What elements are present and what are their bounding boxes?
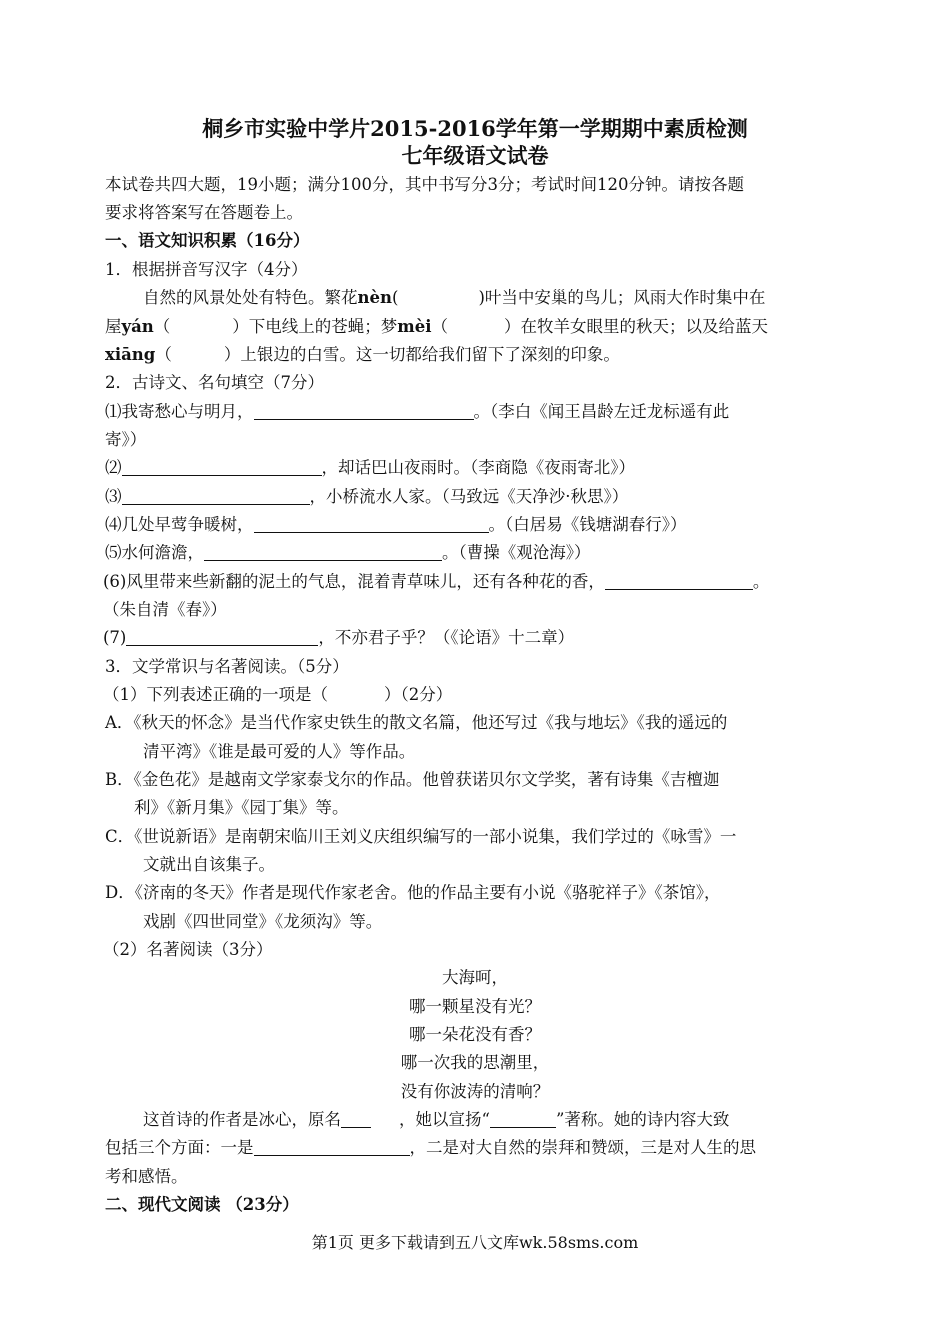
fill-blank (254, 514, 489, 533)
page-footer: 第1页 更多下载请到五八文库wk.58sms.com (311, 1233, 639, 1252)
q2-item-3: ⑶ ，小桥流水人家。（马致远《天净沙·秋思》） (105, 487, 629, 506)
fill-blank (341, 1109, 371, 1128)
q1-line-1: 自然的风景处处有特色。繁花nèn( )叶当中安巢的鸟儿；风雨大作时集中在 (143, 288, 766, 307)
pinyin-mei: mèi (397, 317, 432, 336)
q3-heading: 3．文学常识与名著阅读。（5分） (105, 657, 349, 676)
q2-heading: 2．古诗文、名句填空（7分） (105, 373, 324, 392)
poem-line-3: 哪一朵花没有香？ (409, 1025, 541, 1044)
fill-blank (490, 1109, 556, 1128)
poem-line-5: 没有你波涛的清响？ (400, 1082, 550, 1101)
q2-item-1-cont: 寄》） (105, 430, 147, 449)
fill-blank (126, 627, 318, 646)
option-d-line-1: D．《济南的冬天》作者是现代作家老舍。他的作品主要有小说《骆驼祥子》《茶馆》， (105, 883, 721, 902)
q2-item-6: (6)风里带来些新翻的泥土的气息，混着青草味儿，还有各种花的香， 。 (103, 572, 770, 591)
q1-line-2: 屋yán（ ）下电线上的苍蝇；梦mèi（ ）在牧羊女眼里的秋天；以及给蓝天 (105, 317, 769, 336)
section-1-heading: 一、语文知识积累（16分） (105, 231, 310, 250)
fill-blank (204, 542, 442, 561)
q3-sub-1: （1）下列表述正确的一项是（ ）（2分） (103, 685, 453, 704)
option-b-line-1: B．《金色花》是越南文学家泰戈尔的作品。他曾获诺贝尔文学奖，著有诗集《吉檀迦 (105, 770, 720, 789)
intro-line-1: 本试卷共四大题，19小题；满分100分，其中书写分3分；考试时间120分钟。请按各题 (105, 175, 744, 194)
q2-item-6-cont: （朱自清《春》） (103, 600, 227, 619)
option-b-line-2: 利》《新月集》《园丁集》等。 (134, 798, 349, 817)
fill-blank (254, 401, 474, 420)
q2-item-1: ⑴我寄愁心与明月， 。（李白《闻王昌龄左迁龙标遥有此 (105, 402, 730, 421)
option-c-line-2: 文就出自该集子。 (143, 855, 275, 874)
q1-heading: 1．根据拼音写汉字（4分） (105, 260, 308, 279)
option-a-line-1: A．《秋天的怀念》是当代作家史铁生的散文名篇，他还写过《我与地坛》《我的遥远的 (105, 713, 728, 732)
section-2-heading: 二、现代文阅读 （23分） (105, 1195, 299, 1214)
option-a-line-2: 清平湾》《谁是最可爱的人》等作品。 (143, 742, 416, 761)
option-d-line-2: 戏剧《四世同堂》《龙须沟》等。 (143, 912, 383, 931)
pinyin-yan: yán (121, 317, 154, 336)
poem-question-line-2: 包括三个方面：一是 ，二是对大自然的崇拜和赞颂，三是对人生的思 (105, 1138, 756, 1157)
q3-sub-2: （2）名著阅读（3分） (103, 940, 273, 959)
poem-line-1: 大海呵， (442, 968, 508, 987)
option-c-line-1: C．《世说新语》是南朝宋临川王刘义庆组织编写的一部小说集，我们学过的《咏雪》一 (105, 827, 737, 846)
poem-question-line-1: 这首诗的作者是冰心，原名 ，她以宣扬“ ”著称。她的诗内容大致 (143, 1110, 730, 1129)
q1-line-3: xiāng（ ）上银边的白雪。这一切都给我们留下了深刻的印象。 (105, 345, 620, 364)
fill-blank (122, 486, 310, 505)
q2-item-5: ⑸水何澹澹， 。（曹操《观沧海》） (105, 543, 591, 562)
exam-subtitle: 七年级语文试卷 (401, 143, 549, 168)
fill-blank (122, 457, 322, 476)
q2-item-7: (7) ，不亦君子乎？（《论语》十二章） (103, 628, 575, 647)
q2-item-4: ⑷几处早莺争暖树， 。（白居易《钱塘湖春行》） (105, 515, 687, 534)
pinyin-nen: nèn (357, 288, 392, 307)
poem-line-4: 哪一次我的思潮里， (400, 1053, 550, 1072)
intro-line-2: 要求将答案写在答题卷上。 (105, 203, 303, 222)
poem-question-line-3: 考和感悟。 (105, 1167, 188, 1186)
fill-blank (605, 571, 753, 590)
fill-blank (254, 1137, 410, 1156)
poem-line-2: 哪一颗星没有光？ (409, 997, 541, 1016)
q2-item-2: ⑵ ，却话巴山夜雨时。（李商隐《夜雨寄北》） (105, 458, 635, 477)
exam-title: 桐乡市实验中学片2015-2016学年第一学期期中素质检测 (202, 116, 748, 141)
pinyin-xiang: xiāng (105, 345, 156, 364)
